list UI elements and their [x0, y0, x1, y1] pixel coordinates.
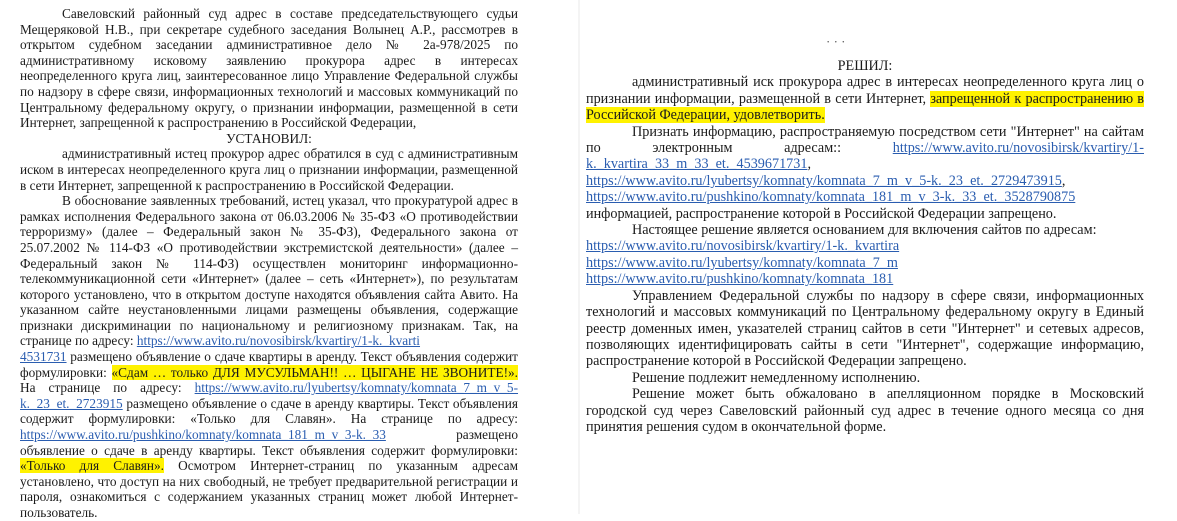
grounds-text: В обоснование заявленных требований, истец указал, что прокуратурой адрес в рамках исполнения Федерального закона от 06.03.2006 № 35-ФЗ «О противодействии терроризму» (далее – Федеральный закон № 35-ФЗ), Федерального закона от 25.07.2002 № 114-ФЗ «О противодействии экстремистской деятельности» (далее – Федеральный закон № 114-ФЗ) осуществлен мониторинг информационно-телекоммуникационной сети «Интернет» (далее – сеть «Интернет»), по результатам которого установлено, что в открытом доступе находятся объявления сайта Авито. На указанном сайте неустановленными лицами размещены объявления, содержащие признаки дискриминации по национальному и религиозному признакам. Так, на странице по адресу:: [20, 193, 518, 349]
recognize-tail: информацией, распространение которой в Российской Федерации запрещено.: [586, 205, 1057, 222]
basis-link-pushkino[interactable]: https://www.avito.ru/pushkino/komnaty/komnata_181: [586, 271, 894, 288]
grounds-paragraph: [20, 193, 518, 520]
decision-paragraph: [586, 74, 1144, 123]
decision-highlight: запрещенной к распространению в Российской Федерации, удовлетворить.: [586, 90, 1144, 124]
intro-paragraph: Савеловский районный суд адрес в составе председательствующего судьи Мещеряковой Н.В., при секретаре судебного заседания Волынец А.Р., рассмотрев в открытом судебном заседании административное дело № 2а-978/2025 по административному исковому заявлению прокурора адрес в интересах неопределенного круга лиц, заинтересованное лицо Управление Федеральной службы по надзору в сфере связи, информационных технологий и массовых коммуникаций по Центральному федеральному округу, о признании информации, размещенной в сети Интернет, запрещенной к распространению в Российской Федерации,: [20, 6, 518, 131]
right-document-text: [586, 58, 1144, 435]
recognize-paragraph: Признать информацию, распространяемую посредством сети "Интернет" на сайтам по электронным адресам:: https://www.avito.ru/novosibirsk/kvartiry/1-k._kvartira_33_m_33_et._4539671731, https://www.avito.ru/lyubertsy/komnaty/komnata_7_m_v_5-k._23_et._2729473915, https://www.avito.ru/pushkino/komnaty/komnata_181_m_v_3-k._33_et._3528790875 информацией, распространение которой в Российской Федерации запрещено.: [586, 123, 1144, 222]
top-marks: · · ·: [826, 34, 846, 49]
ad-text-3: размещено объявление о сдаче в аренду квартиры. Текст объявления содержит формулировки:: [20, 427, 518, 458]
decision-link-pushkino[interactable]: https://www.avito.ru/pushkino/komnaty/komnata_181_m_v_3-k._33_et._3528790875: [586, 189, 1076, 206]
ad-text-2: размещено объявление о сдаче в аренду квартиры. Текст объявления содержит формулировки: «Только для Славян». На странице по адресу:: [20, 395, 518, 427]
ad-text-1: размещено объявление о сдаче квартиры в аренду. Текст объявления содержит формулировки:: [20, 349, 518, 380]
recognize-text: Признать информацию, распространяемую посредством сети "Интернет" на сайтам по электронным адресам::: [586, 123, 1144, 157]
pushkino-link[interactable]: https://www.avito.ru/pushkino/komnaty/komnata_181_m_v_3-k._33: [20, 427, 386, 443]
left-document-text: [20, 6, 518, 521]
decision-text: административный иск прокурора адрес в интересах неопределенного круга лиц о признании информации, размещенной в сети Интернет,: [586, 74, 1144, 107]
decision-link-novosibirsk[interactable]: https://www.avito.ru/novosibirsk/kvartiry/1-k._kvartira_33_m_33_et._4539671731: [586, 140, 1144, 173]
page-divider: [578, 0, 580, 514]
basis-paragraph: [586, 222, 1144, 288]
novosibirsk-link-tail[interactable]: 4531731: [20, 349, 67, 365]
basis-text: Настоящее решение является основанием для включения сайтов по адресам:: [632, 222, 1097, 239]
quote-muslims-highlight: «Сдам … только ДЛЯ МУСУЛЬМАН!! … ЦЫГАНЕ НЕ ЗВОНИТЕ!».: [111, 364, 519, 380]
decision-link-lyubertsy[interactable]: https://www.avito.ru/lyubertsy/komnaty/komnata_7_m_v_5-k._23_et._2729473915: [586, 172, 1062, 189]
appeal-paragraph: Решение может быть обжаловано в апелляционном порядке в Московский городской суд через Савеловский районный суд адрес в течение одного месяца со дня принятия решения судом в окончательной форме.: [586, 386, 1144, 435]
inspection-text: Осмотром Интернет-страниц по указанным адресам установлено, что доступ на них свободный, не требует предварительной регистрации и пароля, ознакомиться с содержанием указанных страниц может любой Интернет-пользователь.: [20, 458, 518, 520]
basis-link-lyubertsy[interactable]: https://www.avito.ru/lyubertsy/komnaty/komnata_7_m: [586, 254, 898, 271]
immediate-execution-paragraph: Решение подлежит немедленному исполнению.: [632, 369, 921, 386]
established-heading: УСТАНОВИЛ:: [226, 130, 312, 146]
basis-link-novosibirsk[interactable]: https://www.avito.ru/novosibirsk/kvartiry/1-k._kvartira: [586, 238, 900, 255]
decided-heading: РЕШИЛ:: [837, 58, 893, 74]
roskomnadzor-paragraph: Управлением Федеральной службы по надзору в сфере связи, информационных технологий и массовых коммуникаций по Центральному федеральному округу в Единый реестр доменных имен, указателей страниц сайтов в сети "Интернет" и сетевых адресов, позволяющих идентифицировать сайты в сети "Интернет", содержащие информацию, распространение которой в Российской Федерации запрещено.: [586, 287, 1144, 370]
page-address-text: На странице по адресу:: [20, 380, 182, 396]
claim-paragraph: административный истец прокурор адрес обратился в суд с административным иском в интересах неопределенного круга лиц о признании информации, размещенной в сети Интернет, запрещенной к распространению в Российской Федерации.: [20, 146, 518, 193]
quote-slavs-highlight: «Только для Славян».: [20, 458, 164, 474]
lyubertsy-link[interactable]: https://www.avito.ru/lyubertsy/komnaty/komnata_7_m_v_5-k._23_et._2723915: [20, 380, 519, 411]
novosibirsk-link[interactable]: https://www.avito.ru/novosibirsk/kvartiry/1-k._kvarti: [136, 333, 421, 349]
